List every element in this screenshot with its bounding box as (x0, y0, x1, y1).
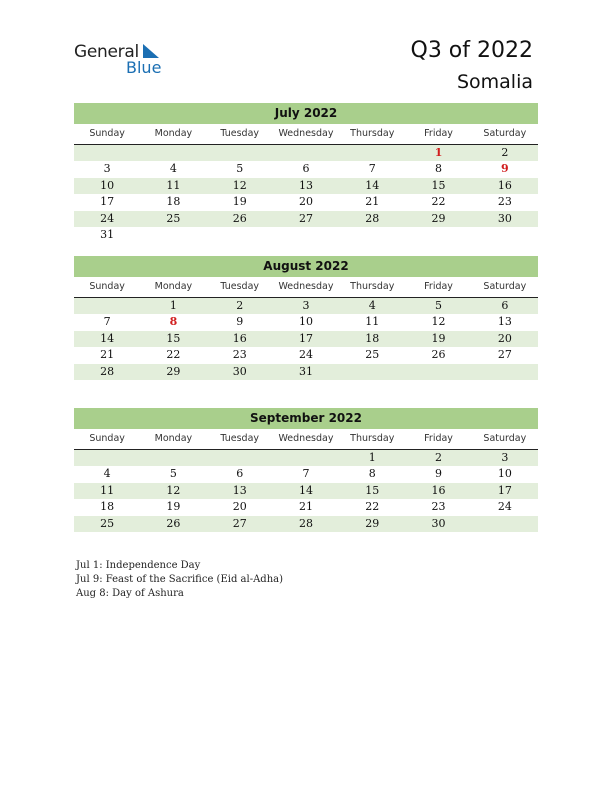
day-cell (207, 450, 273, 466)
day-cell (472, 364, 538, 380)
day-cell: 23 (497, 195, 512, 209)
month-title: July 2022 (74, 103, 538, 124)
day-cell: 28 (100, 364, 115, 378)
day-cell: 5 (435, 299, 443, 312)
day-cell: 18 (365, 331, 380, 345)
week-row (74, 161, 538, 177)
day-cell: 21 (100, 348, 115, 362)
day-cell: 21 (365, 195, 380, 209)
day-cell: 19 (431, 331, 446, 345)
week-row (74, 178, 538, 194)
day-cell: 22 (431, 195, 446, 209)
day-cell: 13 (232, 483, 247, 497)
day-cell: 7 (103, 315, 111, 329)
day-cell: 15 (431, 178, 446, 192)
day-cell (140, 450, 206, 466)
holiday-note: Jul 1: Independence Day (76, 560, 201, 571)
weekday-label: Wednesday (278, 128, 334, 139)
day-cell (273, 145, 339, 161)
weekday-label: Saturday (483, 128, 527, 139)
day-cell (273, 450, 339, 466)
week-row (74, 347, 538, 363)
weekday-header-row (74, 277, 538, 298)
weekday-label: Monday (154, 128, 193, 139)
day-cell: 31 (100, 227, 115, 241)
weekday-label: Saturday (483, 433, 527, 444)
weekday-label: Sunday (89, 433, 125, 444)
day-cell: 1 (434, 146, 443, 159)
day-cell: 5 (169, 467, 177, 481)
day-cell (405, 364, 471, 380)
day-cell: 17 (100, 195, 115, 209)
day-cell: 13 (298, 178, 313, 192)
day-cell: 18 (166, 195, 181, 209)
week-row (74, 314, 538, 330)
day-cell: 16 (232, 331, 247, 345)
day-cell: 19 (166, 500, 181, 514)
day-cell: 30 (497, 211, 512, 225)
week-rows (74, 145, 538, 243)
day-cell: 29 (431, 211, 446, 225)
week-row (74, 466, 538, 482)
week-rows (74, 450, 538, 532)
day-cell: 23 (431, 500, 446, 514)
holiday-note: Aug 8: Day of Ashura (76, 588, 184, 599)
day-cell: 22 (365, 500, 380, 514)
day-cell: 3 (103, 162, 111, 176)
month-title: September 2022 (74, 408, 538, 429)
day-cell: 29 (166, 364, 181, 378)
day-cell: 9 (501, 162, 509, 176)
weekday-label: Tuesday (220, 128, 260, 139)
day-cell (339, 364, 405, 380)
day-cell (273, 227, 339, 243)
weekday-label: Thursday (350, 433, 395, 444)
day-cell: 10 (100, 178, 115, 192)
day-cell: 17 (298, 331, 313, 345)
day-cell (339, 145, 405, 161)
week-row (74, 450, 538, 466)
day-cell: 16 (497, 178, 512, 192)
day-cell: 28 (298, 516, 313, 530)
day-cell: 11 (100, 483, 115, 497)
week-row (74, 499, 538, 515)
month-calendar-august (74, 256, 538, 380)
day-cell: 14 (298, 483, 313, 497)
weekday-label: Monday (154, 433, 193, 444)
day-cell: 18 (100, 500, 115, 514)
weekday-label: Wednesday (278, 281, 334, 292)
weekday-label: Wednesday (278, 433, 334, 444)
day-cell: 28 (365, 211, 380, 225)
day-cell: 29 (365, 516, 380, 530)
day-cell: 10 (497, 467, 512, 481)
week-row (74, 194, 538, 210)
logo-text-general: General (74, 42, 139, 62)
day-cell (207, 145, 273, 161)
month-title: August 2022 (74, 256, 538, 277)
day-cell: 24 (100, 211, 115, 225)
day-cell: 15 (166, 331, 181, 345)
day-cell: 25 (100, 516, 115, 530)
week-row (74, 516, 538, 532)
day-cell (74, 298, 140, 314)
day-cell: 26 (166, 516, 181, 530)
day-cell: 3 (501, 451, 509, 464)
month-calendar-september (74, 408, 538, 532)
day-cell: 23 (232, 348, 247, 362)
day-cell: 13 (497, 315, 512, 329)
day-cell: 8 (368, 467, 376, 481)
weekday-header-row (74, 429, 538, 450)
week-row (74, 298, 538, 314)
weekday-label: Saturday (483, 281, 527, 292)
day-cell (74, 450, 140, 466)
week-row (74, 227, 538, 243)
weekday-label: Thursday (350, 128, 395, 139)
weekday-label: Friday (424, 128, 453, 139)
day-cell: 15 (365, 483, 380, 497)
day-cell: 24 (497, 500, 512, 514)
day-cell: 27 (298, 211, 313, 225)
weekday-label: Sunday (89, 281, 125, 292)
day-cell: 27 (232, 516, 247, 530)
day-cell: 1 (169, 299, 177, 312)
day-cell (74, 145, 140, 161)
day-cell: 24 (298, 348, 313, 362)
day-cell (140, 145, 206, 161)
week-row (74, 483, 538, 499)
holiday-notes (76, 559, 283, 601)
day-cell: 20 (298, 195, 313, 209)
day-cell (472, 227, 538, 243)
weekday-label: Tuesday (220, 281, 260, 292)
day-cell: 11 (166, 178, 181, 192)
day-cell: 12 (431, 315, 446, 329)
week-row (74, 331, 538, 347)
day-cell: 31 (298, 364, 313, 378)
weekday-label: Monday (154, 281, 193, 292)
day-cell: 30 (232, 364, 247, 378)
day-cell: 26 (232, 211, 247, 225)
day-cell: 5 (236, 162, 244, 176)
brand-logo (74, 42, 174, 78)
logo-text-blue: Blue (126, 58, 162, 77)
day-cell (472, 516, 538, 532)
day-cell: 6 (302, 162, 310, 176)
page-title: Q3 of 2022 (410, 38, 533, 63)
day-cell: 19 (232, 195, 247, 209)
page-subtitle: Somalia (456, 71, 533, 93)
day-cell (405, 227, 471, 243)
weekday-label: Friday (424, 433, 453, 444)
month-calendar-july (74, 103, 538, 243)
day-cell: 7 (302, 467, 310, 481)
weekday-label: Thursday (350, 281, 395, 292)
day-cell: 12 (166, 483, 181, 497)
day-cell (140, 227, 206, 243)
day-cell: 14 (365, 178, 380, 192)
day-cell: 20 (232, 500, 247, 514)
day-cell: 8 (435, 162, 443, 176)
day-cell: 9 (435, 467, 443, 481)
holiday-note: Jul 9: Feast of the Sacrifice (Eid al-Adha) (76, 574, 283, 585)
week-rows (74, 298, 538, 380)
day-cell: 9 (236, 315, 244, 329)
weekday-label: Sunday (89, 128, 125, 139)
day-cell: 30 (431, 516, 446, 530)
day-cell: 11 (365, 315, 380, 329)
day-cell: 22 (166, 348, 181, 362)
weekday-label: Friday (424, 281, 453, 292)
day-cell: 4 (103, 467, 111, 481)
day-cell: 2 (435, 451, 443, 464)
day-cell: 14 (100, 331, 115, 345)
day-cell: 20 (497, 331, 512, 345)
weekday-label: Tuesday (220, 433, 260, 444)
day-cell (207, 227, 273, 243)
day-cell: 21 (298, 500, 313, 514)
triangle-flag-icon (141, 44, 161, 60)
day-cell: 25 (166, 211, 181, 225)
week-row (74, 145, 538, 161)
weekday-header-row (74, 124, 538, 145)
day-cell: 1 (368, 451, 376, 464)
day-cell: 27 (497, 348, 512, 362)
day-cell: 2 (236, 299, 244, 312)
day-cell: 4 (368, 299, 376, 312)
week-row (74, 364, 538, 380)
day-cell: 26 (431, 348, 446, 362)
day-cell: 7 (368, 162, 376, 176)
day-cell (339, 227, 405, 243)
day-cell: 25 (365, 348, 380, 362)
day-cell: 6 (501, 299, 509, 312)
day-cell: 12 (232, 178, 247, 192)
day-cell: 10 (298, 315, 313, 329)
week-row (74, 211, 538, 227)
day-cell: 2 (501, 146, 509, 159)
day-cell: 16 (431, 483, 446, 497)
day-cell: 17 (497, 483, 512, 497)
day-cell: 6 (236, 467, 244, 481)
day-cell: 4 (169, 162, 177, 176)
day-cell: 8 (169, 315, 178, 329)
day-cell: 3 (302, 299, 310, 312)
